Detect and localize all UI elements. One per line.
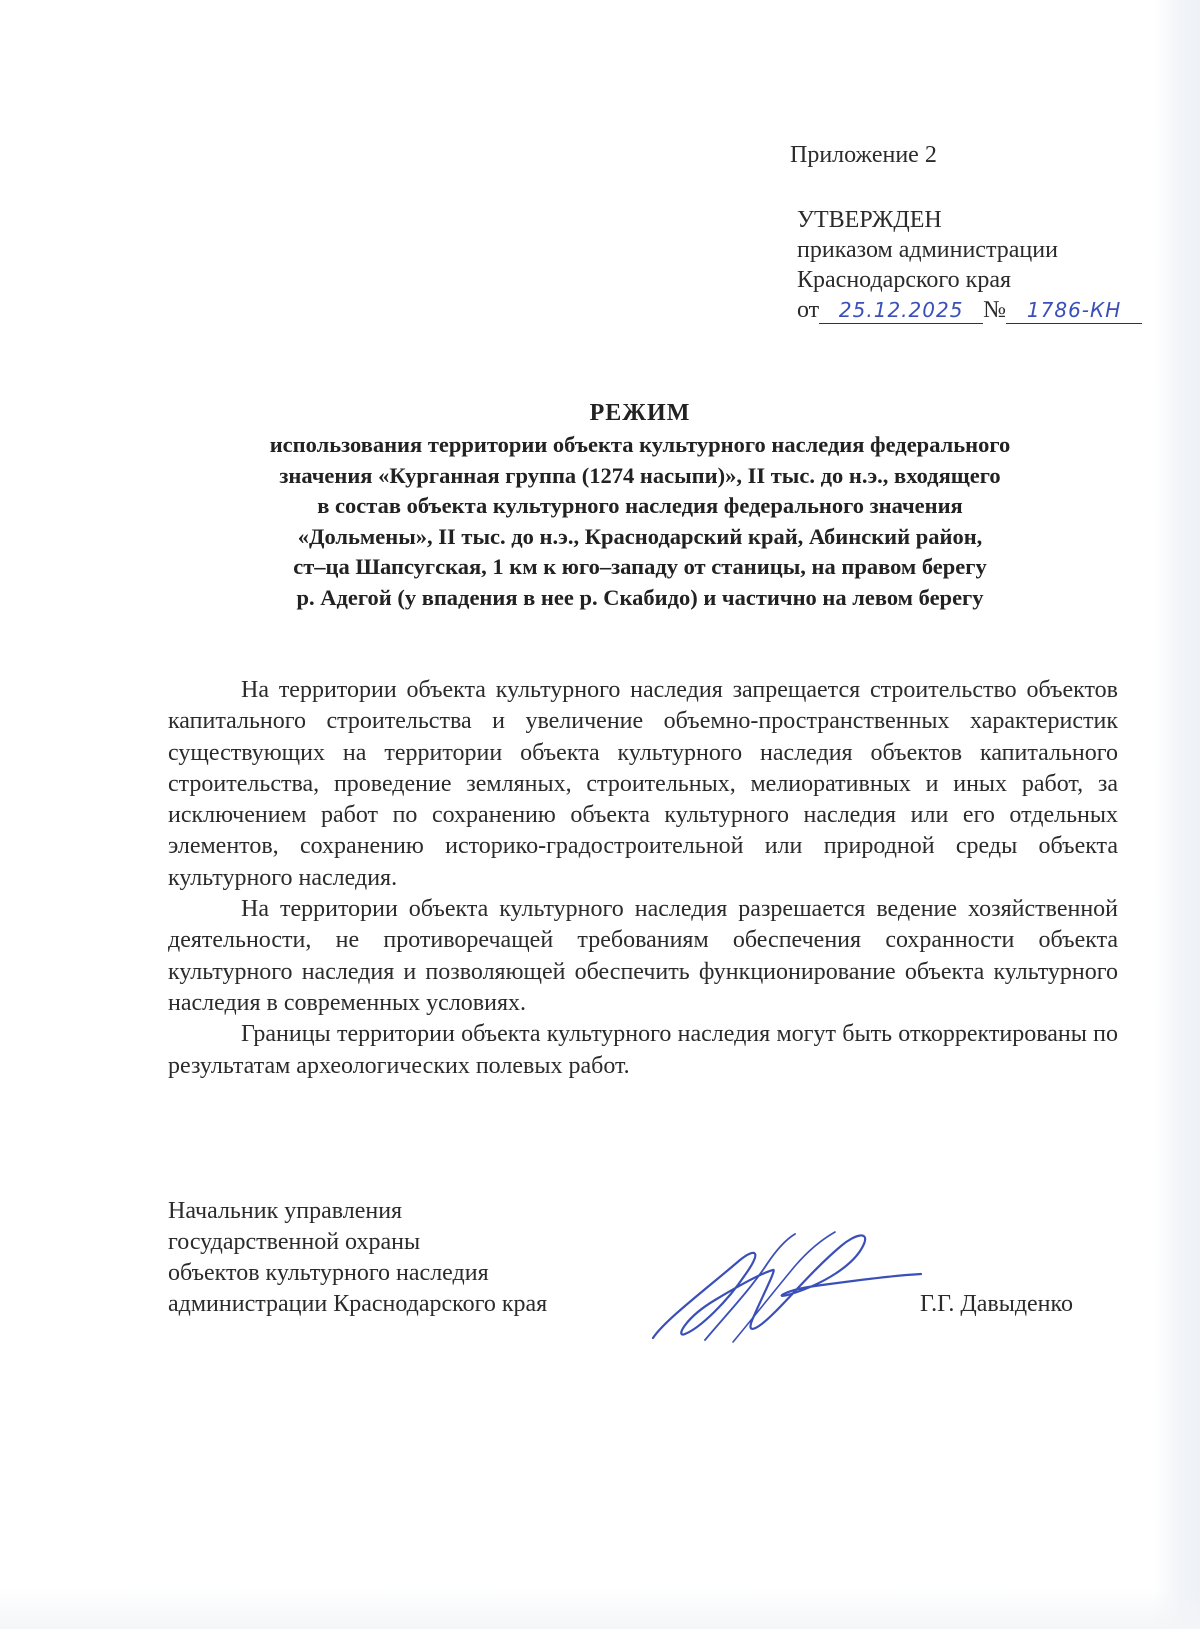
title-line: ст–ца Шапсугская, 1 км к юго–западу от станицы, на правом берегу [293, 554, 987, 579]
handwritten-signature [645, 1220, 925, 1350]
approved-by-line2: Краснодарского края [797, 267, 1012, 293]
document-body [168, 675, 1118, 1082]
scan-edge-shadow [1154, 0, 1200, 1629]
approved-label: УТВЕРЖДЕН [797, 207, 942, 233]
body-paragraph: На территории объекта культурного наследия запрещается строительство объектов капитального строительства и увеличение объемно-пространственных характеристик существующих на территории объекта культурного наследия объектов капитального строительства, проведение земляных, строительных, мелиоративных и иных работ, за исключением работ по сохранению объекта культурного наследия или его отдельных элементов, сохранению историко-градостроительной или природной среды объекта культурного наследия. [168, 677, 1118, 891]
body-paragraph: На территории объекта культурного наследия разрешается ведение хозяйственной деятельности, не противоречащей требованиям обеспечения сохранности объекта культурного наследия и позволяющей обеспечить функционирование объекта культурного наследия в современных условиях. [168, 896, 1118, 1016]
approved-by-line1: приказом администрации [797, 237, 1058, 263]
document-title [160, 398, 1120, 613]
title-line: в состав объекта культурного наследия федерального значения [317, 493, 963, 518]
appendix-label: Приложение 2 [790, 142, 937, 168]
order-date-number-line [797, 295, 1142, 325]
scan-bottom-shadow [0, 1589, 1200, 1629]
title-line: р. Адегой (у впадения в нее р. Скабидо) и частично на левом берегу [296, 584, 984, 610]
position-line: администрации Краснодарского края [168, 1291, 548, 1317]
handwritten-date: 25.12.2025 [819, 297, 983, 324]
date-prefix: от [797, 297, 820, 323]
approval-block [797, 205, 1142, 325]
body-paragraph: Границы территории объекта культурного наследия могут быть откорректированы по результатам археологических полевых работ. [168, 1021, 1118, 1079]
title-line: «Дольмены», II тыс. до н.э., Краснодарский край, Абинский район, [297, 523, 983, 549]
title-line: использования территории объекта культурного наследия федерального [269, 432, 1011, 457]
signatory-position [168, 1196, 547, 1320]
title-main: РЕЖИМ [589, 400, 691, 426]
position-line: Начальник управления [168, 1198, 403, 1224]
title-line: значения «Курганная группа (1274 насыпи)», II тыс. до н.э., входящего [279, 462, 1001, 488]
position-line: государственной охраны [168, 1229, 421, 1255]
position-line: объектов культурного наследия [168, 1260, 489, 1286]
signer-name: Г.Г. Давыденко [920, 1291, 1073, 1317]
handwritten-number: 1786-КН [1006, 297, 1142, 324]
number-prefix: № [983, 297, 1007, 323]
